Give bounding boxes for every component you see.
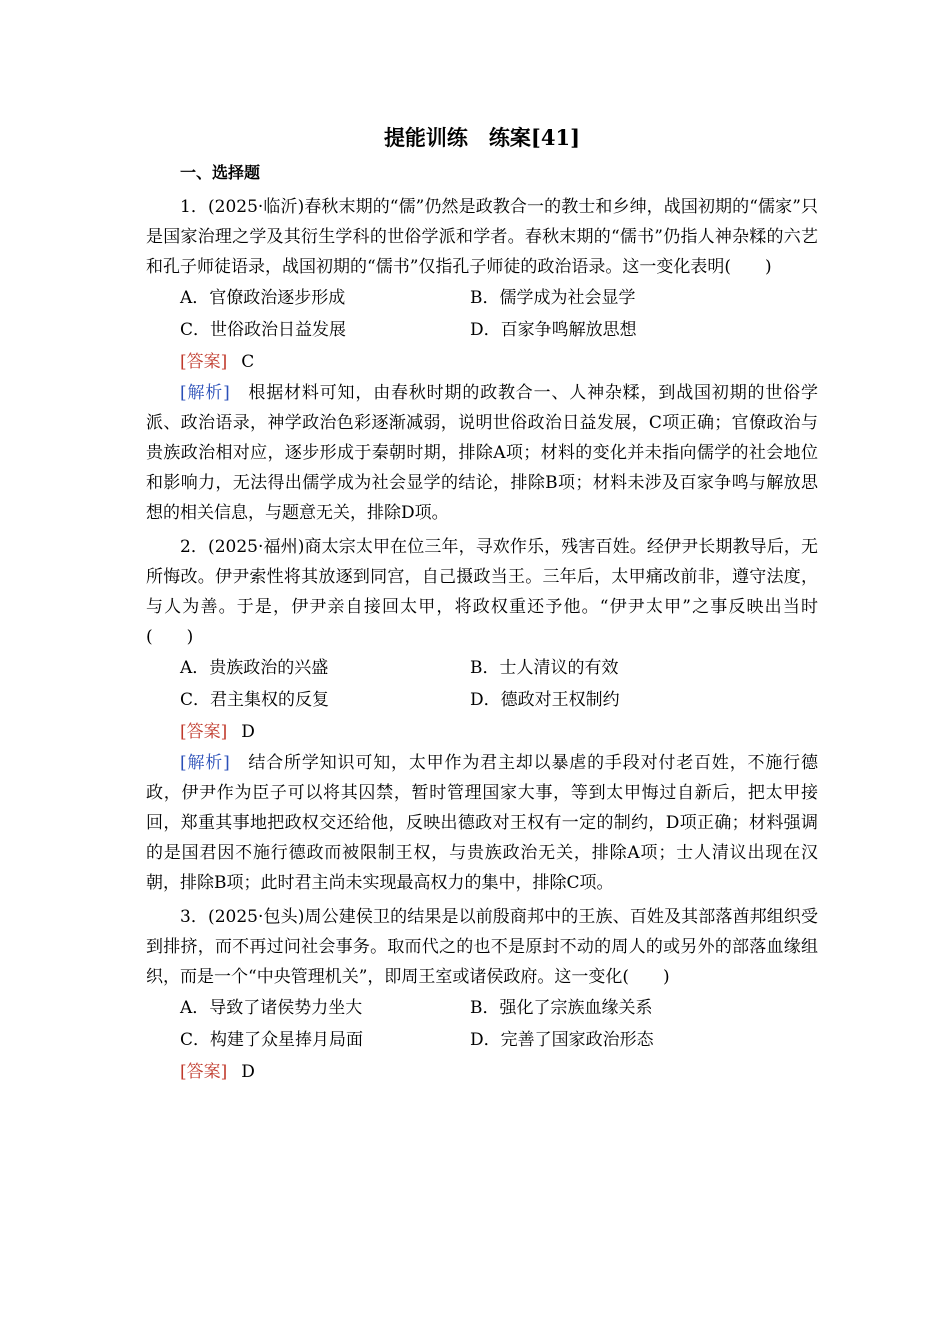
- answer-value: D: [241, 722, 255, 742]
- analysis-label: [解析]: [180, 383, 230, 403]
- answer-value: D: [241, 1062, 255, 1082]
- option-a: A．导致了诸侯势力坐大: [180, 998, 363, 1018]
- document-page: [146, 120, 818, 1088]
- section-heading: 一、选择题: [180, 163, 261, 182]
- option-b: B．强化了宗族血缘关系: [470, 998, 653, 1018]
- option-d: D．完善了国家政治形态: [470, 1030, 654, 1050]
- analysis-text: 结合所学知识可知，太甲作为君主却以暴虐的手段对付老百姓，不施行德政，伊尹作为臣子可以将其囚禁，暂时管理国家大事，等到太甲悔过自新后，把太甲接回，郑重其事地把政权交还给他，反映出德政对王权有一定的制约，D项正确；材料强调的是国君因不施行德政而被限制王权，与贵族政治无关，排除A项；士人清议出现在汉朝，排除B项；此时君主尚未实现最高权力的集中，排除C项。: [146, 753, 819, 893]
- answer-label: [答案]: [180, 352, 228, 372]
- options: [146, 652, 818, 716]
- answer-label: [答案]: [180, 722, 228, 742]
- page-title: 提能训练 练案[41]: [383, 125, 581, 150]
- question-2: [146, 532, 818, 898]
- options: [146, 992, 818, 1056]
- analysis: [146, 748, 818, 898]
- answer-line: [146, 346, 818, 378]
- answer-line: [146, 716, 818, 748]
- option-c: C．君主集权的反复: [180, 690, 330, 710]
- analysis-text: 根据材料可知，由春秋时期的政教合一、人神杂糅，到战国初期的世俗学派、政治语录，神学政治色彩逐渐减弱，说明世俗政治日益发展，C项正确；官僚政治与贵族政治相对应，逐步形成于秦朝时期，排除A项；材料的变化并未指向儒学的社会地位和影响力，无法得出儒学成为社会显学的结论，排除B项；材料未涉及百家争鸣与解放思想的相关信息，与题意无关，排除D项。: [146, 383, 819, 523]
- option-c: C．世俗政治日益发展: [180, 320, 347, 340]
- answer-value: C: [241, 352, 255, 372]
- question-stem: 2．(2025·福州)商太宗太甲在位三年，寻欢作乐，残害百姓。经伊尹长期教导后，无所悔改。伊尹索性将其放逐到同宫，自己摄政当王。三年后，太甲痛改前非，遵守法度，与人为善。于是，伊尹亲自接回太甲，将政权重还予他。“伊尹太甲”之事反映出当时( ): [146, 537, 818, 647]
- question-1: [146, 192, 818, 528]
- analysis-label: [解析]: [180, 753, 230, 773]
- options: [146, 282, 818, 346]
- question-3: [146, 902, 818, 1088]
- answer-label: [答案]: [180, 1062, 228, 1082]
- answer-line: [146, 1056, 818, 1088]
- option-d: D．德政对王权制约: [470, 690, 620, 710]
- question-stem: 1．(2025·临沂)春秋末期的“儒”仍然是政教合一的教士和乡绅，战国初期的“儒家”只是国家治理之学及其衍生学科的世俗学派和学者。春秋末期的“儒书”仍指人神杂糅的六艺和孔子师徒语录，战国初期的“儒书”仅指孔子师徒的政治语录。这一变化表明( ): [146, 197, 818, 277]
- analysis: [146, 378, 818, 528]
- option-a: A．贵族政治的兴盛: [180, 658, 329, 678]
- option-a: A．官僚政治逐步形成: [180, 288, 346, 308]
- option-d: D．百家争鸣解放思想: [470, 320, 637, 340]
- option-b: B．士人清议的有效: [470, 658, 619, 678]
- option-c: C．构建了众星捧月局面: [180, 1030, 364, 1050]
- question-stem: 3．(2025·包头)周公建侯卫的结果是以前殷商邦中的王族、百姓及其部落酋邦组织受到排挤，而不再过问社会事务。取而代之的也不是原封不动的周人的或另外的部落血缘组织，而是一个“中央管理机关”，即周王室或诸侯政府。这一变化( ): [146, 907, 818, 987]
- option-b: B．儒学成为社会显学: [470, 288, 636, 308]
